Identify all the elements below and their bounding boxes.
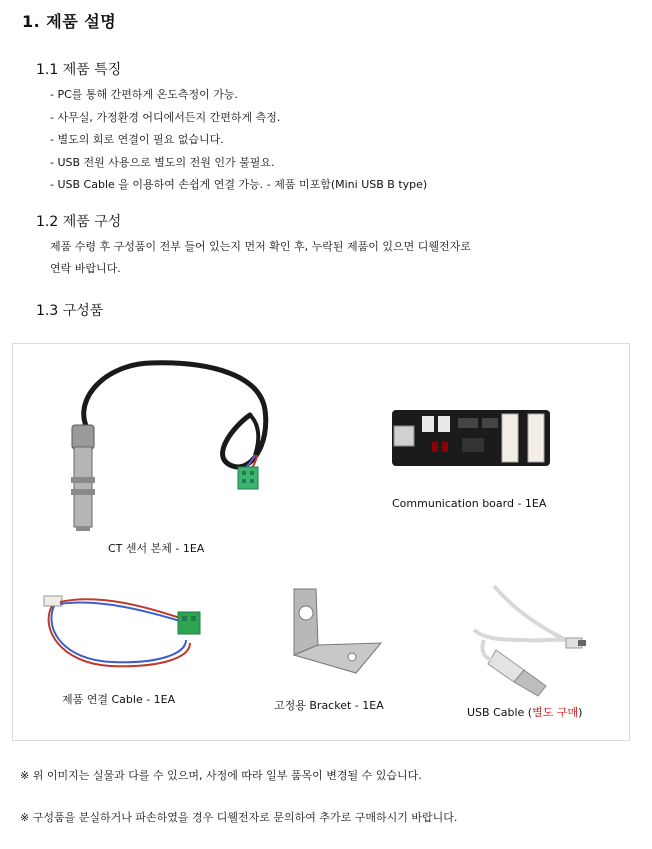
caption-cable: 제품 연결 Cable - 1EA	[62, 693, 176, 706]
components-heading: 1.3 구성품	[36, 303, 104, 319]
caption-usb	[467, 704, 582, 720]
wire-cable-image	[40, 588, 210, 678]
feature-item: - USB 전원 사용으로 별도의 전원 인가 불필요.	[50, 155, 275, 169]
composition-heading: 1.2 제품 구성	[36, 214, 122, 230]
caption-sensor: CT 센서 본체 - 1EA	[108, 542, 205, 555]
note-lost-parts: ※ 구성품을 분실하거나 파손하였을 경우 디웰전자로 문의하여 추가로 구매하시기 바랍니다.	[20, 811, 458, 824]
sensor-cable-image	[60, 355, 280, 535]
composition-text	[50, 236, 610, 280]
caption-board: Communication board - 1EA	[392, 497, 547, 510]
composition-text-line: 연락 바랍니다.	[50, 262, 121, 275]
caption-usb-suffix: )	[578, 706, 583, 719]
features-heading: 1.1 제품 특징	[36, 62, 122, 78]
purchase-separately-label: 별도 구매	[532, 706, 579, 719]
features-list	[50, 84, 427, 197]
feature-item: - PC를 통해 간편하게 온도측정이 가능.	[50, 88, 239, 101]
caption-usb-prefix: USB Cable (	[467, 706, 533, 719]
circuit-board-image	[392, 408, 552, 468]
feature-item: - 사무실, 가정환경 어디에서든지 간편하게 측정.	[50, 110, 281, 124]
caption-bracket: 고정용 Bracket - 1EA	[274, 699, 384, 712]
usb-cable-image	[466, 580, 596, 700]
section-title: 1. 제품 설명	[22, 12, 117, 31]
bracket-image	[286, 585, 386, 680]
note-image-difference: ※ 위 이미지는 실물과 다를 수 있으며, 사정에 따라 일부 품목이 변경될 수 있습니다.	[20, 769, 422, 782]
composition-text-line: 제품 수령 후 구성품이 전부 들어 있는지 먼저 확인 후, 누락된 제품이 있으면 디웰전자로	[50, 240, 471, 253]
feature-item: - USB Cable 을 이용하여 손쉽게 연결 가능. - 제품 미포함(Mini USB B type)	[50, 178, 428, 191]
feature-item: - 별도의 회로 연결이 필요 없습니다.	[50, 133, 224, 146]
